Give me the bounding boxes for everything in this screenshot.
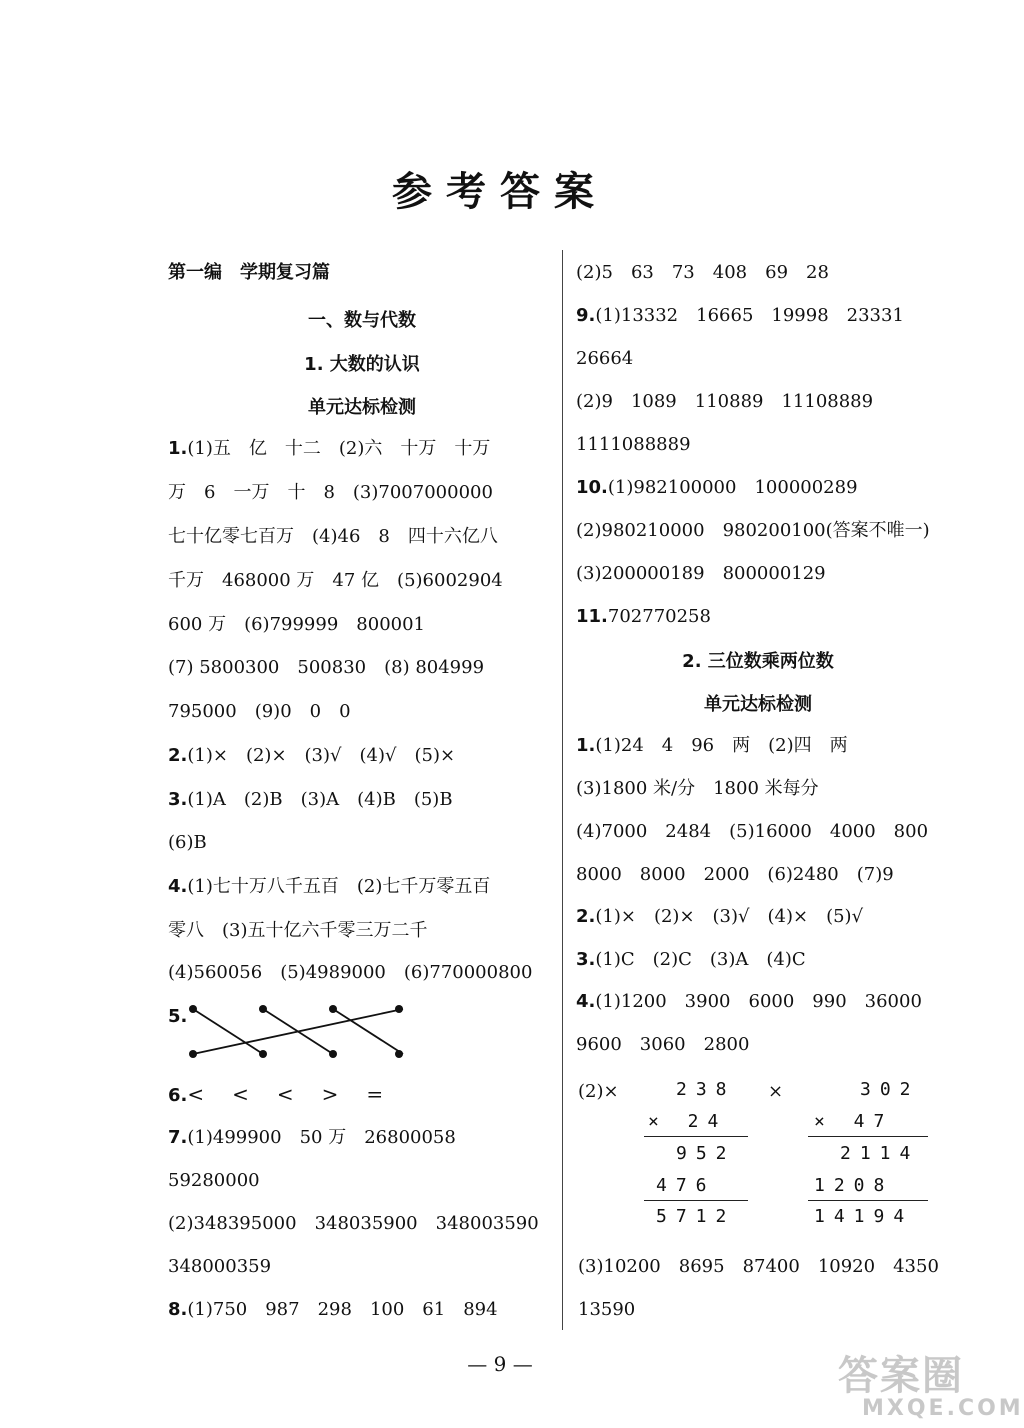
answer-line: (6)B [168, 832, 207, 853]
watermark-url: MXQE.COM [862, 1396, 1024, 1421]
answer-line: (1)七十万八千五百 (2)七千万零五百 [187, 876, 491, 897]
answer-line: (1)五 亿 十二 (2)六 十万 十万 [187, 438, 491, 459]
answer-line: 59280000 [168, 1170, 260, 1191]
calc-rule [808, 1200, 928, 1201]
answer-line: (1)750 987 298 100 61 894 [187, 1299, 498, 1320]
answer-line: 702770258 [607, 606, 711, 627]
answer-line: (1)13332 16665 19998 23331 [595, 305, 904, 326]
answer-line: 零八 (3)五十亿六千零三万二千 [168, 920, 428, 941]
answer-line: (3)200000189 800000129 [576, 563, 826, 584]
calc-partial: 952 [676, 1143, 736, 1164]
question-2 [576, 904, 863, 930]
calc-rule [808, 1136, 928, 1137]
answer-line: (2)980210000 980200100(答案不唯一) [576, 520, 930, 541]
question-3 [168, 787, 453, 813]
answer-line: 26664 [576, 348, 634, 369]
question-4 [576, 989, 922, 1015]
answer-line: (7) 5800300 500830 (8) 804999 [168, 657, 485, 678]
match-dot [259, 1050, 267, 1058]
match-dot [189, 1050, 197, 1058]
answer-line: 600 万 (6)799999 800001 [168, 614, 426, 635]
section-heading: 一、数与代数 [308, 310, 416, 331]
match-line [193, 1009, 403, 1054]
match-dot [395, 1005, 403, 1013]
answer-line: (1)1200 3900 6000 990 36000 [595, 991, 922, 1012]
matching-diagram [186, 1002, 406, 1064]
answer-line: 13590 [578, 1299, 636, 1320]
subsection-heading: 1. 大数的认识 [304, 354, 420, 375]
answer-line: × [768, 1081, 784, 1102]
question-7 [168, 1125, 456, 1151]
calc-product: 5712 [656, 1206, 736, 1227]
question-number: 2. [576, 906, 596, 927]
answer-line: (3)10200 8695 87400 10920 4350 [578, 1256, 939, 1277]
answer-line: 9600 3060 2800 [576, 1034, 750, 1055]
question-number: 4. [168, 876, 188, 897]
watermark-logo [838, 1344, 1024, 1426]
part-heading: 第一编 学期复习篇 [168, 262, 330, 283]
answer-line: (3)1800 米/分 1800 米每分 [576, 778, 819, 799]
page-number: — 9 — [467, 1352, 533, 1376]
calc-multiplicand: 238 [676, 1079, 736, 1100]
calc-rule [644, 1200, 748, 1201]
question-3 [576, 947, 806, 973]
answer-line: 1111088889 [576, 434, 691, 455]
question-number: 2. [168, 745, 188, 766]
question-number: 1. [576, 735, 596, 756]
question-number: 10. [576, 477, 608, 498]
question-1 [168, 436, 490, 462]
answer-line: 千万 468000 万 47 亿 (5)6002904 [168, 570, 503, 591]
question-number: 5. [168, 1006, 188, 1027]
answer-line: (1)× (2)× (3)√ (4)√ (5)× [187, 745, 456, 766]
answer-line: (2)9 1089 110889 11108889 [576, 391, 874, 412]
answer-line: < < < > = [187, 1082, 388, 1106]
column-divider [562, 250, 563, 1330]
answer-line: (2)348395000 348035900 348003590 [168, 1213, 539, 1234]
question-number: 3. [576, 949, 596, 970]
calc-multiplier: × 24 [648, 1111, 728, 1132]
answer-line: 8000 8000 2000 (6)2480 (7)9 [576, 864, 894, 885]
calc-partial: 2114 [840, 1143, 920, 1164]
question-number: 8. [168, 1299, 188, 1320]
answer-line: (2)5 63 73 408 69 28 [576, 262, 829, 283]
question-9 [576, 303, 904, 329]
answer-line: (2)× [578, 1081, 619, 1102]
answer-line: (1)A (2)B (3)A (4)B (5)B [187, 789, 453, 810]
match-dot [329, 1005, 337, 1013]
question-2 [168, 743, 455, 769]
question-number: 3. [168, 789, 188, 810]
match-dot [329, 1050, 337, 1058]
calc-multiplier: × 47 [814, 1111, 894, 1132]
match-dot [259, 1005, 267, 1013]
calc-rule [644, 1136, 748, 1137]
unit-heading: 单元达标检测 [308, 397, 416, 418]
answer-line: (4)7000 2484 (5)16000 4000 800 [576, 821, 929, 842]
answer-line: (1)499900 50 万 26800058 [187, 1127, 456, 1148]
question-6 [168, 1081, 387, 1109]
answer-line: (1)982100000 100000289 [607, 477, 858, 498]
answer-line: (1)24 4 96 两 (2)四 两 [595, 735, 848, 756]
answer-line: 795000 (9)0 0 0 [168, 701, 351, 722]
watermark-text: 答案圈 [838, 1353, 964, 1399]
answer-line: 万 6 一万 十 8 (3)7007000000 [168, 482, 493, 503]
unit-heading: 单元达标检测 [704, 694, 812, 715]
answer-line: (1)C (2)C (3)A (4)C [595, 949, 806, 970]
match-dot [395, 1050, 403, 1058]
calc-partial: 476 [656, 1175, 716, 1196]
question-8 [168, 1297, 498, 1323]
match-dot [189, 1005, 197, 1013]
calc-product: 14194 [814, 1206, 914, 1227]
subsection-heading: 2. 三位数乘两位数 [682, 651, 834, 672]
calc-partial: 1208 [814, 1175, 894, 1196]
question-number: 9. [576, 305, 596, 326]
calc-multiplicand: 302 [860, 1079, 920, 1100]
question-4 [168, 874, 490, 900]
question-number: 6. [168, 1085, 188, 1106]
question-number: 4. [576, 991, 596, 1012]
answer-line: (1)× (2)× (3)√ (4)× (5)√ [595, 906, 864, 927]
question-number: 1. [168, 438, 188, 459]
answer-line: 七十亿零七百万 (4)46 8 四十六亿八 [168, 526, 498, 547]
answer-line: (4)560056 (5)4989000 (6)770000800 [168, 962, 533, 983]
question-number: 7. [168, 1127, 188, 1148]
question-1 [576, 733, 848, 759]
question-5 [168, 1004, 187, 1030]
page-title: 参考答案 [392, 169, 608, 215]
question-11 [576, 604, 711, 630]
answer-line: 348000359 [168, 1256, 272, 1277]
question-number: 11. [576, 606, 608, 627]
question-10 [576, 475, 858, 501]
